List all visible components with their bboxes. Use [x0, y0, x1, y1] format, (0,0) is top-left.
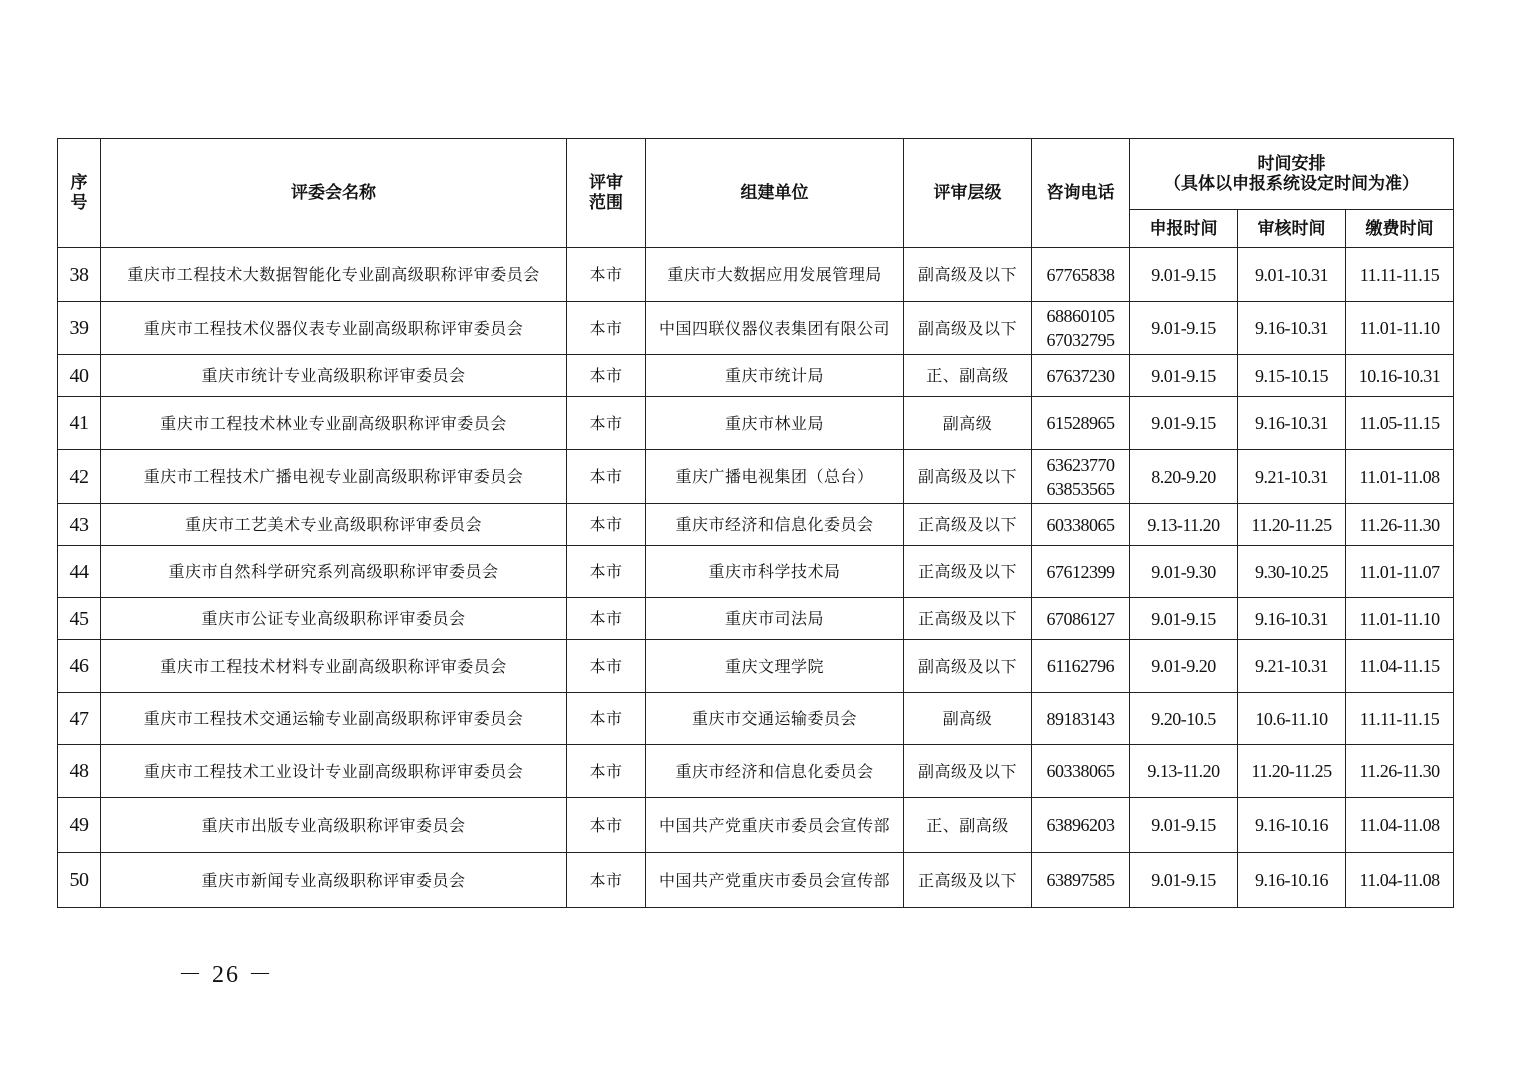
cell-apply-time: 8.20-9.20 [1130, 450, 1238, 504]
cell-organizer: 中国共产党重庆市委员会宣传部 [646, 853, 904, 908]
cell-level: 正高级及以下 [904, 853, 1032, 908]
page-number: － 26 － [178, 962, 274, 988]
cell-organizer: 中国四联仪器仪表集团有限公司 [646, 302, 904, 355]
cell-level: 正、副高级 [904, 798, 1032, 853]
cell-level: 正高级及以下 [904, 546, 1032, 598]
cell-row-number: 50 [58, 853, 101, 908]
cell-committee-name: 重庆市工程技术广播电视专业副高级职称评审委员会 [101, 450, 567, 504]
cell-scope: 本市 [567, 450, 646, 504]
cell-organizer: 重庆市司法局 [646, 598, 904, 640]
cell-review-time: 9.16-10.31 [1238, 302, 1346, 355]
cell-level: 正、副高级 [904, 355, 1032, 397]
cell-row-number: 46 [58, 640, 101, 693]
cell-level: 副高级及以下 [904, 640, 1032, 693]
cell-level: 副高级 [904, 397, 1032, 450]
cell-level: 副高级 [904, 693, 1032, 745]
cell-organizer: 重庆市经济和信息化委员会 [646, 745, 904, 798]
cell-review-time: 9.01-10.31 [1238, 248, 1346, 302]
cell-phone: 63897585 [1032, 853, 1130, 908]
cell-pay-time: 11.05-11.15 [1346, 397, 1454, 450]
cell-level: 正高级及以下 [904, 598, 1032, 640]
cell-row-number: 48 [58, 745, 101, 798]
cell-apply-time: 9.01-9.15 [1130, 798, 1238, 853]
cell-pay-time: 11.11-11.15 [1346, 693, 1454, 745]
cell-committee-name: 重庆市工程技术工业设计专业副高级职称评审委员会 [101, 745, 567, 798]
cell-row-number: 47 [58, 693, 101, 745]
cell-organizer: 重庆市统计局 [646, 355, 904, 397]
cell-committee-name: 重庆市工程技术材料专业副高级职称评审委员会 [101, 640, 567, 693]
cell-pay-time: 11.04-11.08 [1346, 853, 1454, 908]
cell-review-time: 9.16-10.16 [1238, 798, 1346, 853]
cell-committee-name: 重庆市新闻专业高级职称评审委员会 [101, 853, 567, 908]
cell-phone: 60338065 [1032, 504, 1130, 546]
cell-organizer: 重庆市林业局 [646, 397, 904, 450]
cell-organizer: 重庆文理学院 [646, 640, 904, 693]
cell-phone: 61162796 [1032, 640, 1130, 693]
cell-scope: 本市 [567, 546, 646, 598]
cell-review-time: 9.21-10.31 [1238, 640, 1346, 693]
cell-committee-name: 重庆市工艺美术专业高级职称评审委员会 [101, 504, 567, 546]
table-row [58, 798, 1454, 853]
cell-apply-time: 9.13-11.20 [1130, 745, 1238, 798]
cell-scope: 本市 [567, 598, 646, 640]
cell-pay-time: 11.01-11.10 [1346, 598, 1454, 640]
cell-review-time: 11.20-11.25 [1238, 504, 1346, 546]
cell-review-time: 9.21-10.31 [1238, 450, 1346, 504]
table-row [58, 504, 1454, 546]
cell-level: 副高级及以下 [904, 248, 1032, 302]
cell-apply-time: 9.20-10.5 [1130, 693, 1238, 745]
cell-pay-time: 11.01-11.08 [1346, 450, 1454, 504]
cell-pay-time: 11.04-11.15 [1346, 640, 1454, 693]
cell-level: 副高级及以下 [904, 450, 1032, 504]
header-review-time: 审核时间 [1238, 210, 1346, 248]
cell-apply-time: 9.13-11.20 [1130, 504, 1238, 546]
cell-scope: 本市 [567, 853, 646, 908]
cell-pay-time: 11.11-11.15 [1346, 248, 1454, 302]
table-row [58, 248, 1454, 302]
table-row [58, 693, 1454, 745]
cell-phone: 63896203 [1032, 798, 1130, 853]
cell-row-number: 43 [58, 504, 101, 546]
cell-organizer: 重庆市经济和信息化委员会 [646, 504, 904, 546]
table-row [58, 302, 1454, 355]
cell-review-time: 11.20-11.25 [1238, 745, 1346, 798]
table-row [58, 640, 1454, 693]
cell-organizer: 重庆市交通运输委员会 [646, 693, 904, 745]
cell-phone: 67765838 [1032, 248, 1130, 302]
cell-organizer: 重庆市大数据应用发展管理局 [646, 248, 904, 302]
table-row [58, 546, 1454, 598]
cell-review-time: 9.16-10.16 [1238, 853, 1346, 908]
cell-committee-name: 重庆市工程技术林业专业副高级职称评审委员会 [101, 397, 567, 450]
cell-row-number: 49 [58, 798, 101, 853]
evaluation-committee-table [57, 138, 1454, 908]
cell-committee-name: 重庆市工程技术仪器仪表专业副高级职称评审委员会 [101, 302, 567, 355]
cell-apply-time: 9.01-9.20 [1130, 640, 1238, 693]
header-apply-time: 申报时间 [1130, 210, 1238, 248]
cell-level: 副高级及以下 [904, 302, 1032, 355]
cell-row-number: 39 [58, 302, 101, 355]
cell-committee-name: 重庆市出版专业高级职称评审委员会 [101, 798, 567, 853]
cell-row-number: 44 [58, 546, 101, 598]
cell-level: 正高级及以下 [904, 504, 1032, 546]
cell-pay-time: 11.26-11.30 [1346, 745, 1454, 798]
cell-scope: 本市 [567, 640, 646, 693]
table-row [58, 450, 1454, 504]
cell-review-time: 10.6-11.10 [1238, 693, 1346, 745]
cell-phone: 89183143 [1032, 693, 1130, 745]
cell-scope: 本市 [567, 798, 646, 853]
cell-committee-name: 重庆市工程技术交通运输专业副高级职称评审委员会 [101, 693, 567, 745]
header-schedule [1130, 139, 1454, 210]
header-phone: 咨询电话 [1032, 139, 1130, 248]
cell-committee-name: 重庆市自然科学研究系列高级职称评审委员会 [101, 546, 567, 598]
cell-apply-time: 9.01-9.15 [1130, 598, 1238, 640]
cell-phone: 67637230 [1032, 355, 1130, 397]
table-body [58, 248, 1454, 908]
cell-phone: 63623770 63853565 [1032, 450, 1130, 504]
cell-phone: 67086127 [1032, 598, 1130, 640]
cell-pay-time: 11.04-11.08 [1346, 798, 1454, 853]
table-row [58, 853, 1454, 908]
cell-scope: 本市 [567, 248, 646, 302]
header-seq: 序 号 [58, 139, 101, 248]
table-row [58, 598, 1454, 640]
header-level: 评审层级 [904, 139, 1032, 248]
header-committee-name: 评委会名称 [101, 139, 567, 248]
cell-phone: 61528965 [1032, 397, 1130, 450]
cell-apply-time: 9.01-9.15 [1130, 853, 1238, 908]
cell-row-number: 45 [58, 598, 101, 640]
cell-committee-name: 重庆市公证专业高级职称评审委员会 [101, 598, 567, 640]
cell-level: 副高级及以下 [904, 745, 1032, 798]
cell-scope: 本市 [567, 745, 646, 798]
table-row [58, 745, 1454, 798]
cell-phone: 68860105 67032795 [1032, 302, 1130, 355]
cell-pay-time: 11.26-11.30 [1346, 504, 1454, 546]
cell-review-time: 9.16-10.31 [1238, 598, 1346, 640]
cell-review-time: 9.30-10.25 [1238, 546, 1346, 598]
cell-pay-time: 11.01-11.07 [1346, 546, 1454, 598]
cell-row-number: 42 [58, 450, 101, 504]
cell-scope: 本市 [567, 355, 646, 397]
cell-organizer: 重庆市科学技术局 [646, 546, 904, 598]
cell-scope: 本市 [567, 693, 646, 745]
cell-apply-time: 9.01-9.15 [1130, 397, 1238, 450]
cell-phone: 60338065 [1032, 745, 1130, 798]
cell-committee-name: 重庆市工程技术大数据智能化专业副高级职称评审委员会 [101, 248, 567, 302]
cell-review-time: 9.16-10.31 [1238, 397, 1346, 450]
cell-scope: 本市 [567, 302, 646, 355]
cell-pay-time: 10.16-10.31 [1346, 355, 1454, 397]
cell-pay-time: 11.01-11.10 [1346, 302, 1454, 355]
cell-committee-name: 重庆市统计专业高级职称评审委员会 [101, 355, 567, 397]
cell-row-number: 40 [58, 355, 101, 397]
cell-apply-time: 9.01-9.15 [1130, 355, 1238, 397]
header-schedule-note: （具体以申报系统设定时间为准） [1164, 174, 1420, 194]
cell-review-time: 9.15-10.15 [1238, 355, 1346, 397]
cell-apply-time: 9.01-9.30 [1130, 546, 1238, 598]
table-row [58, 397, 1454, 450]
cell-apply-time: 9.01-9.15 [1130, 302, 1238, 355]
cell-apply-time: 9.01-9.15 [1130, 248, 1238, 302]
table-row [58, 355, 1454, 397]
cell-phone: 67612399 [1032, 546, 1130, 598]
header-organizer: 组建单位 [646, 139, 904, 248]
cell-organizer: 中国共产党重庆市委员会宣传部 [646, 798, 904, 853]
header-scope: 评审 范围 [567, 139, 646, 248]
cell-scope: 本市 [567, 504, 646, 546]
header-pay-time: 缴费时间 [1346, 210, 1454, 248]
cell-scope: 本市 [567, 397, 646, 450]
cell-organizer: 重庆广播电视集团（总台） [646, 450, 904, 504]
cell-row-number: 38 [58, 248, 101, 302]
header-schedule-title: 时间安排 [1257, 154, 1326, 174]
cell-row-number: 41 [58, 397, 101, 450]
